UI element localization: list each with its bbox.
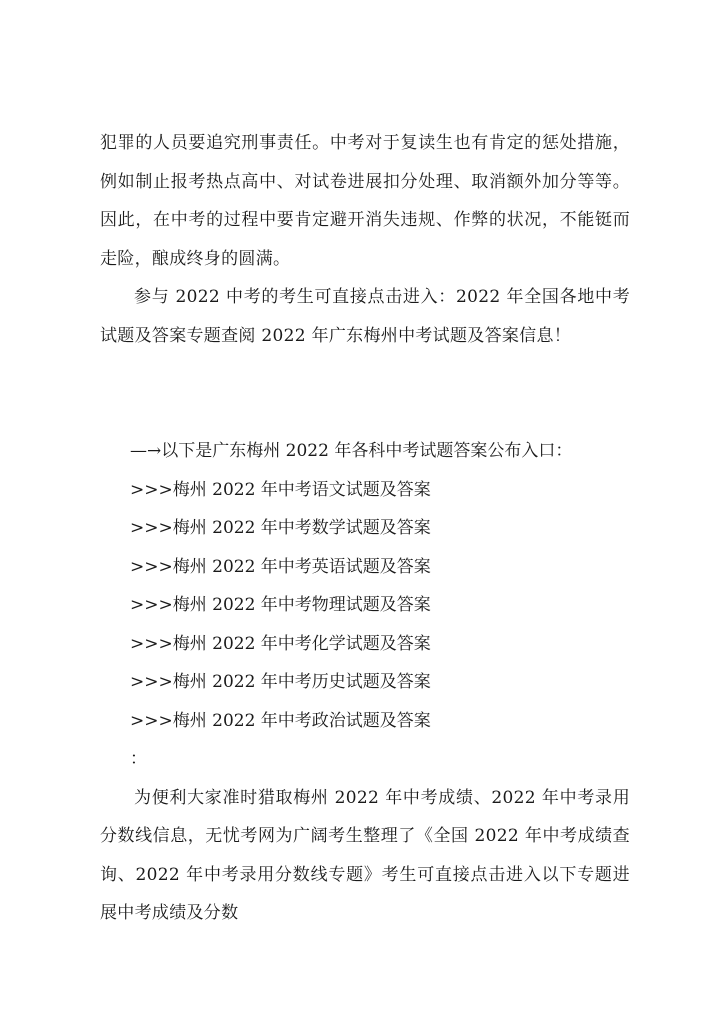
document-page [100,124,630,933]
link-chinese-exam[interactable]: >>>梅州 2022 年中考语文试题及答案 [130,479,431,500]
subject-link-list [100,471,630,741]
link-history-exam[interactable]: >>>梅州 2022 年中考历史试题及答案 [130,672,431,692]
link-english-exam[interactable]: >>>梅州 2022 年中考英语试题及答案 [130,556,431,577]
link-physics-exam[interactable]: >>>梅州 2022 年中考物理试题及答案 [130,595,431,615]
paragraph-penalty: 犯罪的人员要追究刑事责任。中考对于复读生也有肯定的惩处措施，例如制止报考热点高中、对试卷进展扣分处理、取消额外加分等等。因此，在中考的过程中要肯定避开消失违规、作弊的状况，不能铤而走险，酿成终身的圆满。 [100,133,630,269]
link-math-exam[interactable]: >>>梅州 2022 年中考数学试题及答案 [130,518,431,538]
list-trailing-colon: ： [130,749,147,769]
blank-gap [100,355,630,432]
link-politics-exam[interactable]: >>>梅州 2022 年中考政治试题及答案 [130,710,431,731]
paragraph-exam-links[interactable]: 参与 2022 中考的考生可直接点击进入：2022 年全国各地中考试题及答案专题查阅 2022 年广东梅州中考试题及答案信息！ [100,287,630,346]
paragraph-score-info: 为便利大家准时猎取梅州 2022 年中考成绩、2022 年中考录用分数线信息，无忧考网为广阔考生整理了《全国 2022 年中考成绩查询、2022 年中考录用分数线专题》考生可直接点击进入以下专题进展中考成绩及分数 [100,787,630,923]
list-intro: —→以下是广东梅州 2022 年各科中考试题答案公布入口： [130,441,573,461]
link-chemistry-exam[interactable]: >>>梅州 2022 年中考化学试题及答案 [130,633,431,654]
